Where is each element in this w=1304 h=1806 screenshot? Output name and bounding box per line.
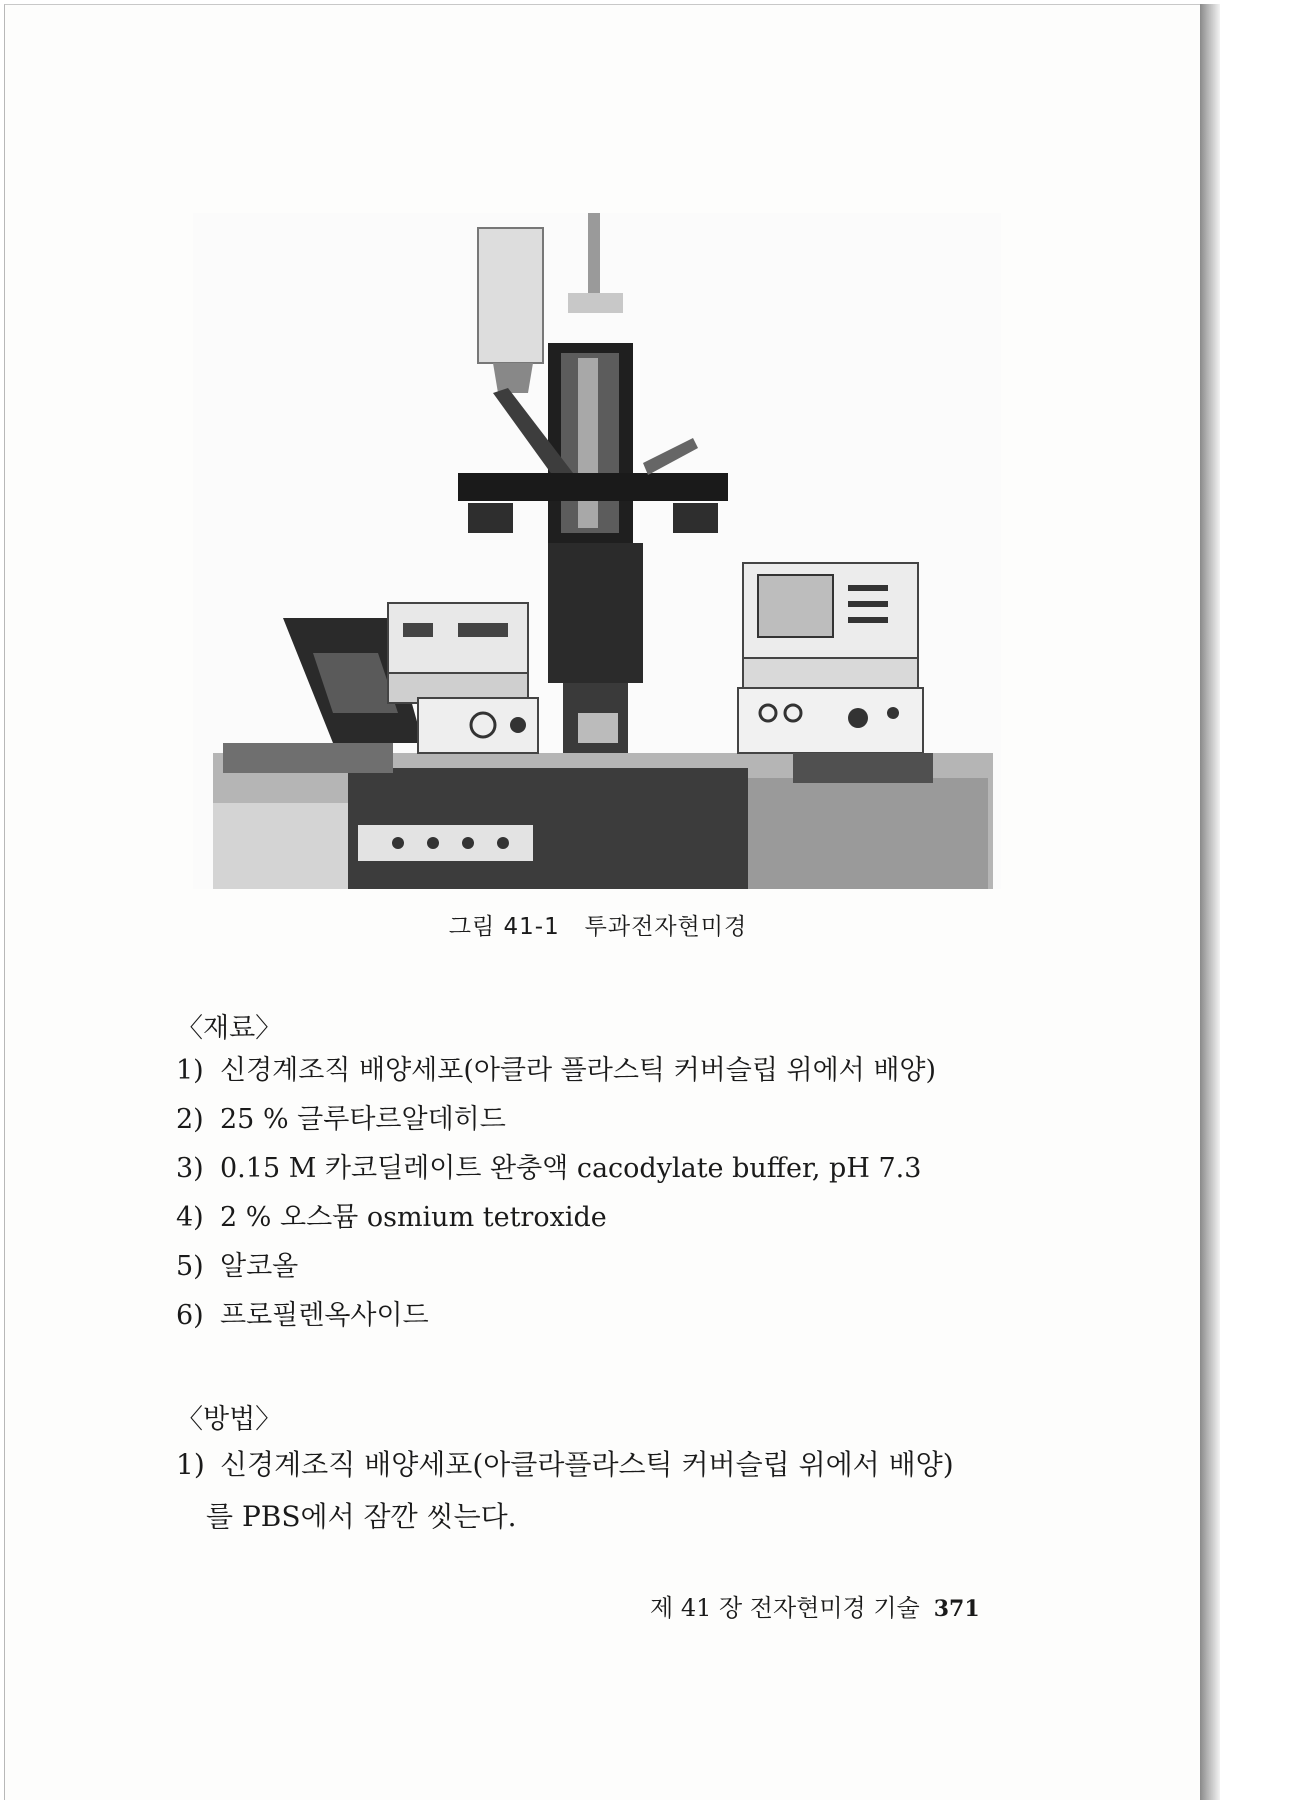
list-item [176, 1046, 936, 1095]
step-number: 1) [176, 1448, 205, 1481]
item-text: 25 % 글루타르알데히드 [220, 1104, 506, 1135]
page-number: 371 [933, 1596, 980, 1622]
list-item [176, 1242, 936, 1291]
item-text: 0.15 M 카코딜레이트 완충액 cacodylate buffer, pH 7.3 [220, 1153, 922, 1184]
materials-heading: 〈재료〉 [176, 1013, 283, 1044]
item-text: 신경계조직 배양세포(아클라 플라스틱 커버슬립 위에서 배양) [220, 1055, 937, 1086]
item-number: 6) [176, 1300, 204, 1331]
item-number: 1) [176, 1055, 204, 1086]
item-number: 3) [176, 1153, 204, 1184]
materials-list [176, 1046, 936, 1340]
item-number: 4) [176, 1202, 204, 1233]
figure-caption [0, 908, 1196, 941]
list-item [176, 1193, 936, 1242]
item-number: 2) [176, 1104, 204, 1135]
method-step [176, 1439, 954, 1543]
caption-prefix: 그림 41-1 [448, 914, 560, 940]
methods-heading: 〈방법〉 [176, 1404, 283, 1435]
item-number: 5) [176, 1251, 204, 1282]
list-item [176, 1144, 936, 1193]
list-item [176, 1291, 936, 1340]
page-edge-shadow [1200, 4, 1220, 1800]
tem-photograph [193, 213, 1001, 889]
step-text-line2: 를 PBS에서 잠깐 씻는다. [206, 1500, 517, 1533]
chapter-title: 제 41 장 전자현미경 기술 [650, 1594, 920, 1622]
caption-title: 투과전자현미경 [584, 914, 748, 940]
list-item [176, 1095, 936, 1144]
item-text: 프로필렌옥사이드 [220, 1300, 429, 1331]
page-footer [650, 1588, 980, 1623]
item-text: 2 % 오스뮴 osmium tetroxide [220, 1202, 607, 1233]
item-text: 알코올 [220, 1251, 299, 1282]
step-text-line1: 신경계조직 배양세포(아클라플라스틱 커버슬립 위에서 배양) [220, 1448, 954, 1481]
